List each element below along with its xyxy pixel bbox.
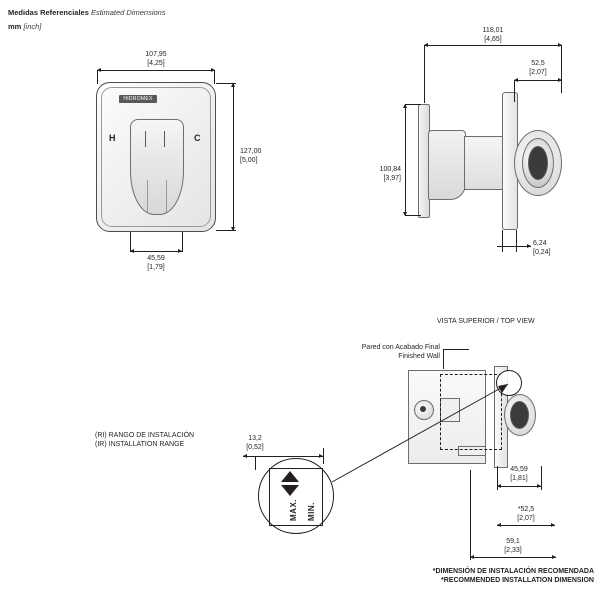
- installation-range-detail: [258, 458, 334, 534]
- range-arrow-up-icon: [281, 471, 299, 482]
- handle-width-label: 45,59 [1,79]: [147, 255, 165, 271]
- header-units: [8, 22, 41, 31]
- top-view-title-es: VISTA SUPERIOR: [437, 318, 495, 325]
- side-height-ext-top: [405, 104, 421, 105]
- trim-ring-inner: [528, 146, 548, 180]
- tv-dim-b-arrow-left: [497, 523, 501, 527]
- wall-note-en: Finished Wall: [398, 352, 440, 360]
- ring-dim-label: 52,5 [2,07]: [529, 60, 547, 76]
- wall-note: [330, 344, 440, 361]
- footnote: [360, 568, 594, 585]
- footnote-en: *RECOMMENDED INSTALLATION DIMENSION: [441, 576, 594, 584]
- installation-range-text-es: RANGO DE INSTALACIÓN: [108, 432, 195, 439]
- plate-thk-ext-left: [502, 230, 503, 252]
- front-height-label: 127,00 [5,00]: [240, 148, 262, 164]
- front-height-ext-top: [216, 83, 236, 84]
- side-height-ext-bottom: [405, 215, 421, 216]
- side-height-dim-line: [405, 104, 406, 216]
- tv-trim-ring-inner: [510, 401, 529, 429]
- range-arrow-down-icon: [281, 485, 299, 496]
- header-units-en: [inch]: [23, 22, 42, 31]
- tv-dim-a-label: 45,59 [1,81]: [510, 466, 528, 482]
- min-label: MIN.: [307, 502, 316, 521]
- tv-dim-c-arrow-right: [552, 555, 556, 559]
- footnote-es: *DIMENSIÓN DE INSTALACIÓN RECOMENDADA: [432, 568, 594, 575]
- top-view-title: [437, 318, 535, 327]
- side-depth-ext-left: [424, 45, 425, 103]
- front-height-ext-bottom: [216, 230, 236, 231]
- front-width-ext-left: [97, 70, 98, 84]
- max-label: MAX.: [289, 499, 298, 521]
- hot-mark: H: [109, 133, 116, 143]
- installation-range-en: [95, 441, 194, 450]
- top-view-title-sep: /: [496, 318, 499, 325]
- front-width-label: 107,95 [4,25]: [145, 51, 167, 67]
- handle-ext-right: [182, 232, 183, 252]
- header-units-es: mm: [8, 22, 22, 31]
- side-depth-label: 118,01 [4,65]: [482, 27, 504, 43]
- side-height-label: 100,84 [3,97]: [379, 166, 401, 182]
- tv-dim-c-line: [470, 557, 556, 558]
- front-width-dim-line: [97, 70, 215, 71]
- lever-handle: [130, 119, 184, 215]
- installation-range-code-es: (RI): [95, 432, 107, 439]
- faucet-plate: [96, 82, 216, 232]
- header-title: [8, 8, 166, 17]
- front-view-drawing: [96, 82, 216, 232]
- ir-dim-label: 13,2 [0,52]: [246, 435, 264, 451]
- plate-thk-label: 6,24 [0,24]: [533, 240, 551, 256]
- ring-dim-line: [514, 80, 562, 81]
- front-height-dim-line: [233, 83, 234, 231]
- top-view-title-en: TOP VIEW: [500, 318, 535, 325]
- wall-note-leader: [443, 349, 469, 350]
- installation-range-text-en: INSTALLATION RANGE: [108, 440, 185, 448]
- lever-handle-side: [428, 130, 466, 200]
- lever-slot-left: [145, 131, 146, 147]
- installation-range-es: [95, 432, 194, 441]
- plate-thk-arrow: [527, 244, 531, 248]
- handle-width-dim-line: [130, 251, 182, 252]
- handle-ext-left: [130, 232, 131, 252]
- wall-note-es: Pared con Acabado Final: [361, 344, 440, 351]
- detail-leader-line: [330, 378, 512, 488]
- header-title-en: Estimated Dimensions: [90, 8, 166, 17]
- ir-dim-arrow-left: [243, 454, 247, 458]
- ir-dim-ext-left: [255, 456, 256, 470]
- tv-dim-c-label: 59,1 [2,33]: [504, 538, 522, 554]
- lever-slot-right: [164, 131, 165, 147]
- installation-range-code-en: (IR): [95, 440, 107, 448]
- ring-arrow-right: [558, 78, 562, 82]
- ring-ext-left: [514, 80, 515, 102]
- valve-body: [464, 136, 506, 190]
- tv-dim-b-arrow-right: [551, 523, 555, 527]
- side-depth-dim-line: [424, 45, 562, 46]
- installation-range-label: [95, 432, 194, 449]
- ir-dim-ext-right: [323, 448, 324, 464]
- brand-logo: HIDROMEX: [119, 95, 157, 103]
- header-title-es: Medidas Referenciales: [8, 8, 89, 17]
- tv-dim-b-line: [497, 525, 555, 526]
- plate-thk-ext-right: [516, 230, 517, 252]
- front-width-ext-right: [214, 70, 215, 84]
- cold-mark: C: [194, 133, 201, 143]
- tv-dim-b-label: *52,5 [2,07]: [517, 506, 535, 522]
- side-view-drawing: [418, 78, 588, 243]
